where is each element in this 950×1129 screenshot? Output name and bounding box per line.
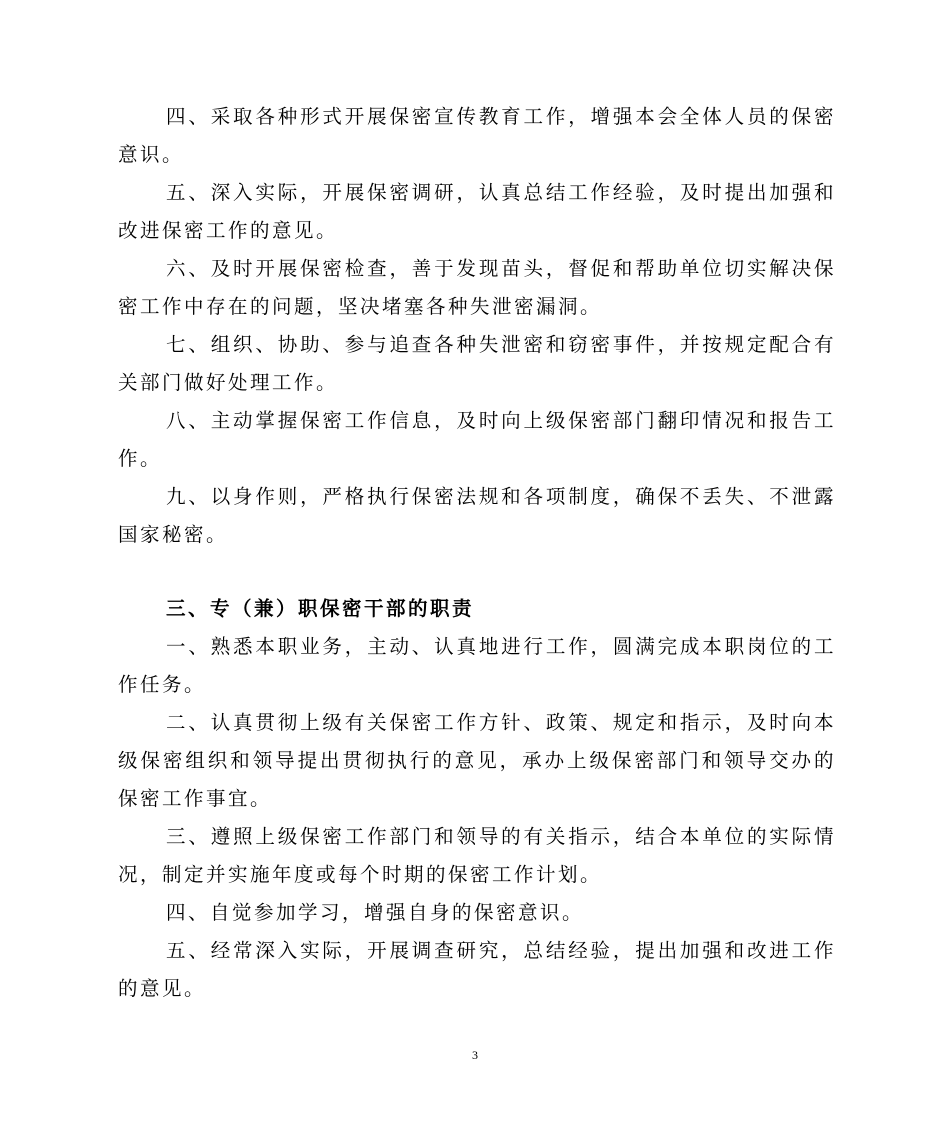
duty-item-9: 九、以身作则，严格执行保密法规和各项制度，确保不丢失、不泄露国家秘密。 [118, 485, 836, 546]
cadre-duty-item-4: 四、自觉参加学习，增强自身的保密意识。 [166, 901, 585, 924]
document-body [118, 98, 836, 1008]
section-heading: 三、专（兼）职保密干部的职责 [166, 597, 475, 620]
page-number: 3 [472, 1048, 478, 1062]
duty-item-4: 四、采取各种形式开展保密宣传教育工作，增强本会全体人员的保密意识。 [118, 105, 836, 166]
cadre-duty-item-2: 二、认真贯彻上级有关保密工作方针、政策、规定和指示，及时向本级保密组织和领导提出贯彻执行的意见，承办上级保密部门和领导交办的保密工作事宜。 [118, 711, 836, 810]
duty-item-7: 七、组织、协助、参与追查各种失泄密和窃密事件，并按规定配合有关部门做好处理工作。 [118, 333, 836, 394]
cadre-duty-item-3: 三、遵照上级保密工作部门和领导的有关指示，结合本单位的实际情况，制定并实施年度或每个时期的保密工作计划。 [118, 825, 836, 886]
duty-item-5: 五、深入实际，开展保密调研，认真总结工作经验，及时提出加强和改进保密工作的意见。 [118, 181, 836, 242]
cadre-duty-item-1: 一、熟悉本职业务，主动、认真地进行工作，圆满完成本职岗位的工作任务。 [118, 635, 836, 696]
cadre-duty-item-5: 五、经常深入实际，开展调查研究，总结经验，提出加强和改进工作的意见。 [118, 939, 836, 1000]
duty-item-6: 六、及时开展保密检查，善于发现苗头，督促和帮助单位切实解决保密工作中存在的问题，坚决堵塞各种失泄密漏洞。 [118, 257, 836, 318]
duty-item-8: 八、主动掌握保密工作信息，及时向上级保密部门翻印情况和报告工作。 [118, 409, 836, 470]
